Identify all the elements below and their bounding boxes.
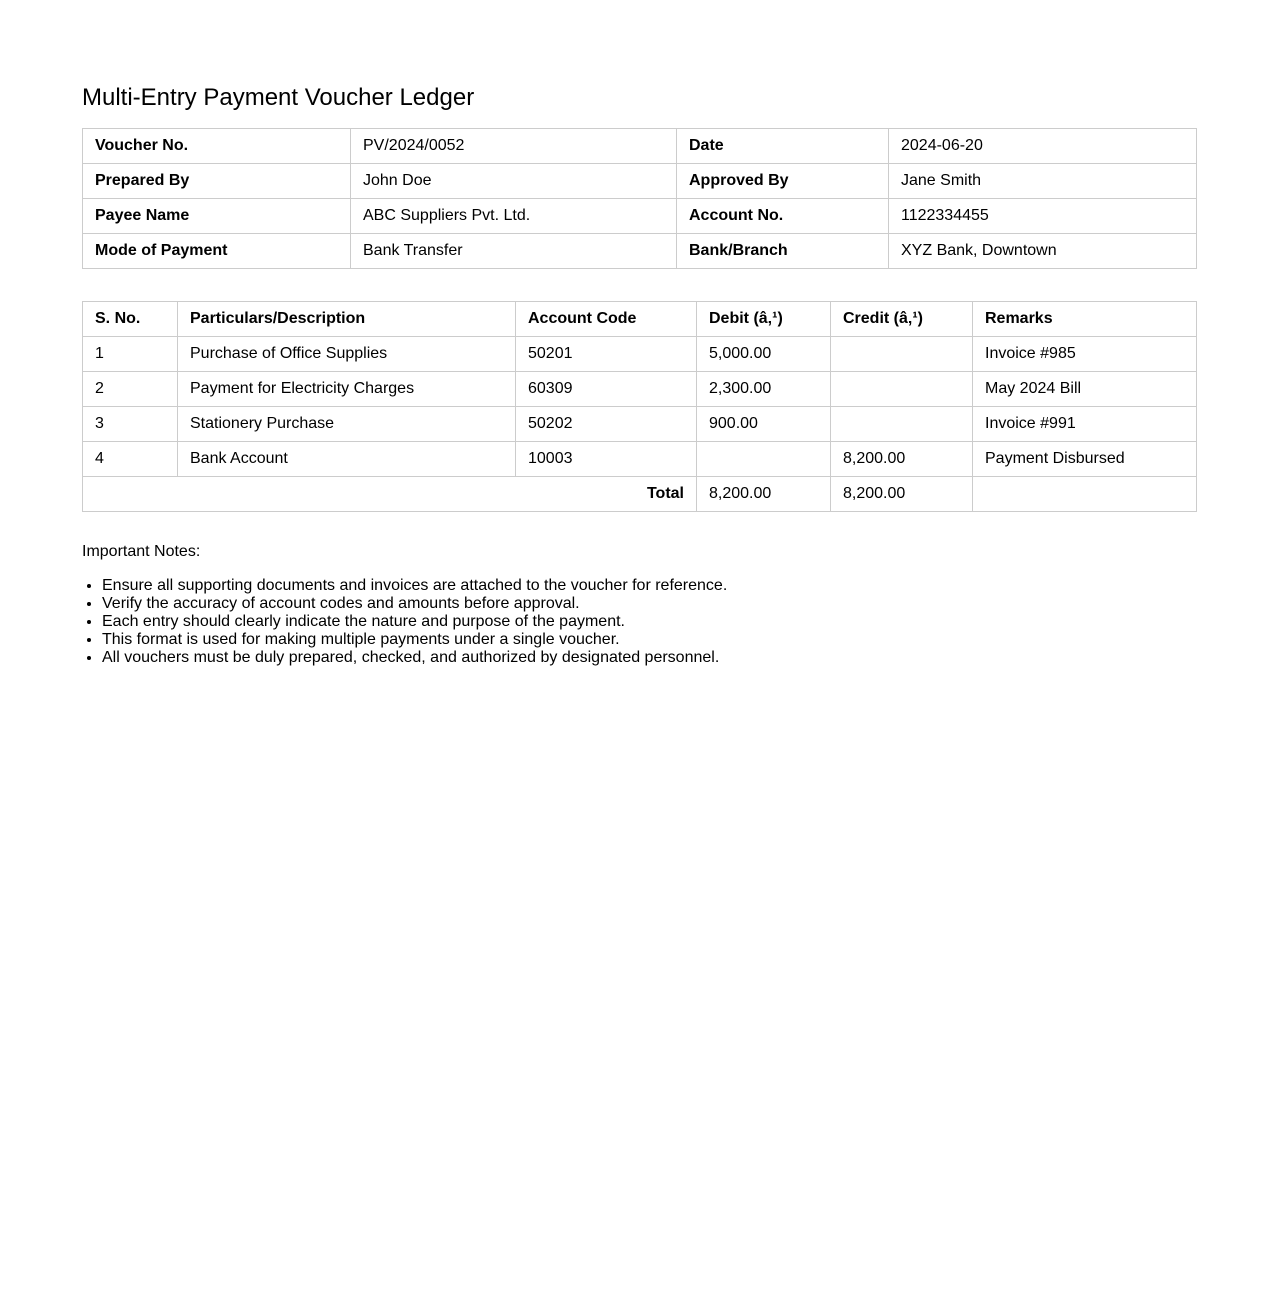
notes-title: Important Notes:	[82, 543, 201, 560]
cell-particulars: Purchase of Office Supplies	[178, 337, 516, 372]
cell-particulars: Stationery Purchase	[178, 407, 516, 442]
list-item: • Ensure all supporting documents and invoices are attached to the voucher for reference.	[102, 577, 727, 595]
cell-remarks: Invoice #991	[973, 407, 1197, 442]
list-item: • Each entry should clearly indicate the nature and purpose of the payment.	[102, 613, 727, 631]
cell-debit: 2,300.00	[697, 372, 831, 407]
account-no-value: 1122334455	[889, 199, 1197, 234]
table-row	[83, 407, 1197, 442]
cell-sno: 2	[83, 372, 178, 407]
total-credit: 8,200.00	[831, 477, 973, 512]
cell-particulars: Payment for Electricity Charges	[178, 372, 516, 407]
voucher-info-table	[82, 128, 1197, 269]
cell-credit	[831, 372, 973, 407]
header-remarks: Remarks	[973, 302, 1197, 337]
ledger-header-row	[83, 302, 1197, 337]
prepared-by-value: John Doe	[351, 164, 677, 199]
header-particulars: Particulars/Description	[178, 302, 516, 337]
table-row	[83, 337, 1197, 372]
page-title: Multi-Entry Payment Voucher Ledger	[82, 84, 475, 111]
header-credit: Credit (â‚¹)	[831, 302, 973, 337]
cell-account-code: 60309	[516, 372, 697, 407]
info-row-prepared	[83, 164, 1197, 199]
table-row	[83, 372, 1197, 407]
info-row-payment	[83, 234, 1197, 269]
payee-name-label: Payee Name	[83, 199, 351, 234]
header-account-code: Account Code	[516, 302, 697, 337]
cell-remarks: Payment Disbursed	[973, 442, 1197, 477]
payee-name-value: ABC Suppliers Pvt. Ltd.	[351, 199, 677, 234]
cell-credit: 8,200.00	[831, 442, 973, 477]
account-no-label: Account No.	[677, 199, 889, 234]
info-row-payee	[83, 199, 1197, 234]
date-value: 2024-06-20	[889, 129, 1197, 164]
cell-sno: 3	[83, 407, 178, 442]
info-row-voucher	[83, 129, 1197, 164]
cell-debit: 5,000.00	[697, 337, 831, 372]
mode-of-payment-value: Bank Transfer	[351, 234, 677, 269]
prepared-by-label: Prepared By	[83, 164, 351, 199]
cell-remarks: Invoice #985	[973, 337, 1197, 372]
total-debit: 8,200.00	[697, 477, 831, 512]
cell-particulars: Bank Account	[178, 442, 516, 477]
total-label: Total	[83, 477, 697, 512]
total-remarks	[973, 477, 1197, 512]
ledger-table	[82, 301, 1197, 512]
approved-by-value: Jane Smith	[889, 164, 1197, 199]
bank-branch-value: XYZ Bank, Downtown	[889, 234, 1197, 269]
cell-remarks: May 2024 Bill	[973, 372, 1197, 407]
cell-credit	[831, 407, 973, 442]
table-row	[83, 442, 1197, 477]
cell-account-code: 50201	[516, 337, 697, 372]
voucher-no-value: PV/2024/0052	[351, 129, 677, 164]
cell-account-code: 50202	[516, 407, 697, 442]
cell-sno: 4	[83, 442, 178, 477]
cell-credit	[831, 337, 973, 372]
header-debit: Debit (â‚¹)	[697, 302, 831, 337]
notes-list	[82, 577, 727, 667]
cell-sno: 1	[83, 337, 178, 372]
total-row	[83, 477, 1197, 512]
date-label: Date	[677, 129, 889, 164]
list-item: • All vouchers must be duly prepared, checked, and authorized by designated personnel.	[102, 649, 727, 667]
list-item: • Verify the accuracy of account codes and amounts before approval.	[102, 595, 727, 613]
cell-debit	[697, 442, 831, 477]
approved-by-label: Approved By	[677, 164, 889, 199]
cell-debit: 900.00	[697, 407, 831, 442]
header-sno: S. No.	[83, 302, 178, 337]
voucher-no-label: Voucher No.	[83, 129, 351, 164]
cell-account-code: 10003	[516, 442, 697, 477]
mode-of-payment-label: Mode of Payment	[83, 234, 351, 269]
list-item: • This format is used for making multiple payments under a single voucher.	[102, 631, 727, 649]
bank-branch-label: Bank/Branch	[677, 234, 889, 269]
